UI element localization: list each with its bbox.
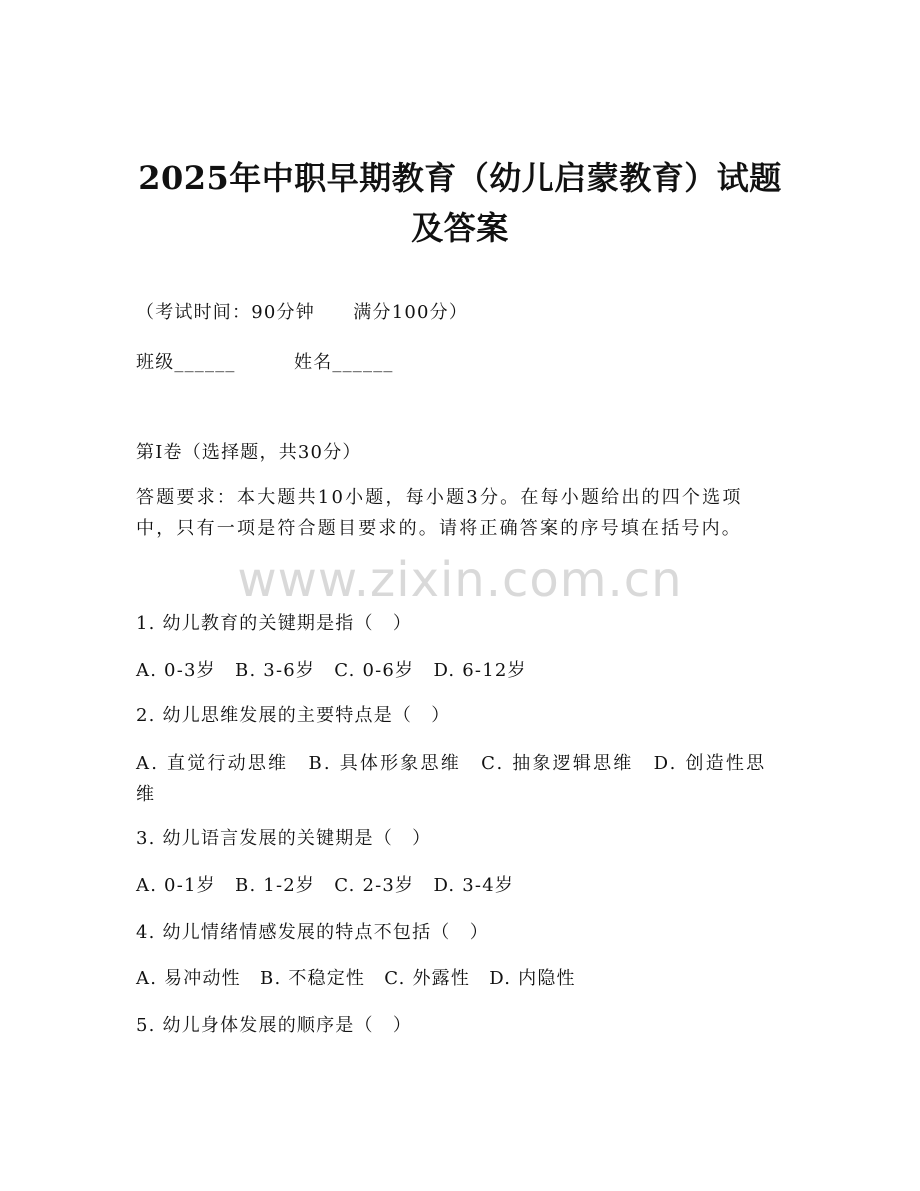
question-2-options: A. 直觉行动思维 B. 具体形象思维 C. 抽象逻辑思维 D. 创造性思维 bbox=[136, 753, 767, 805]
exam-info: （考试时间：90分钟 满分100分） bbox=[136, 302, 469, 323]
document-title: 2025年中职早期教育（幼儿启蒙教育）试题 bbox=[138, 159, 782, 197]
question-3-options: A. 0-1岁 B. 1-2岁 C. 2-3岁 D. 3-4岁 bbox=[136, 875, 515, 896]
question-1-stem: 1. 幼儿教育的关键期是指（ ） bbox=[136, 613, 413, 634]
class-field-label: 班级______ bbox=[136, 352, 236, 373]
name-field-label: 姓名______ bbox=[294, 352, 394, 373]
question-4-stem: 4. 幼儿情绪情感发展的特点不包括（ ） bbox=[136, 922, 489, 943]
question-5-stem: 5. 幼儿身体发展的顺序是（ ） bbox=[136, 1015, 413, 1036]
question-4-options: A. 易冲动性 B. 不稳定性 C. 外露性 D. 内隐性 bbox=[136, 968, 576, 989]
watermark: www.zixin.com.cn bbox=[237, 552, 683, 608]
instructions: 答题要求：本大题共10小题，每小题3分。在每小题给出的四个选项中，只有一项是符合题目要求的。请将正确答案的序号填在括号内。 bbox=[136, 487, 743, 539]
question-1-options: A. 0-3岁 B. 3-6岁 C. 0-6岁 D. 6-12岁 bbox=[136, 660, 527, 681]
question-3-stem: 3. 幼儿语言发展的关键期是（ ） bbox=[136, 828, 432, 849]
document-title-continued: 及答案 bbox=[411, 209, 509, 247]
section-heading: 第I卷（选择题，共30分） bbox=[136, 442, 362, 463]
question-2-stem: 2. 幼儿思维发展的主要特点是（ ） bbox=[136, 705, 451, 726]
